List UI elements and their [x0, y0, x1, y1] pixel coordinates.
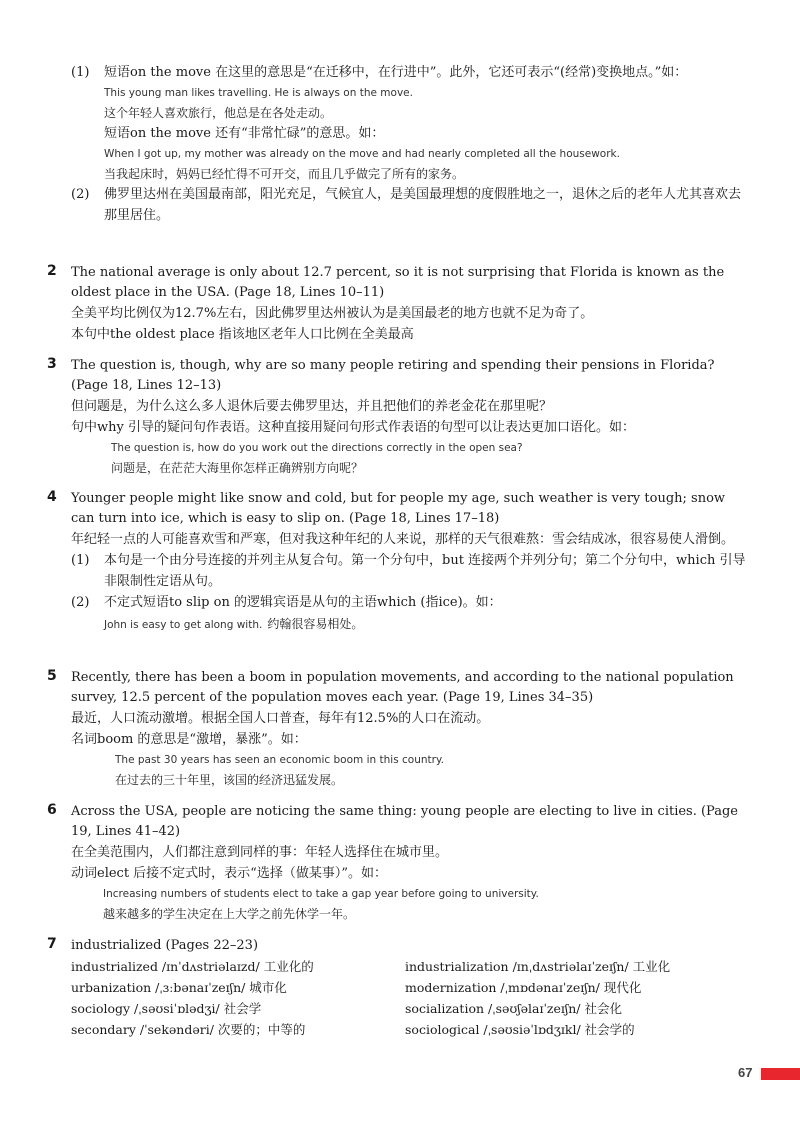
- sub-note-text: 本句是一个由分号连接的并列主从复合句。第一个分句中，but 连接两个并列分句；第二个分句中，which 引导非限制性定语从句。: [104, 553, 746, 589]
- entry-translation: 但问题是，为什么这么多人退休后要去佛罗里达，并且把他们的养老金花在那里呢？: [71, 399, 553, 414]
- entry-number: 4: [47, 489, 57, 505]
- example-english: John is easy to get along with.: [104, 619, 263, 631]
- vocab-item: modernization /ˌmɒdənaɪˈzeɪʃn/ 现代化: [405, 980, 642, 995]
- sub-note-text: 佛罗里达州在美国最南部，阳光充足，气候宜人，是美国最理想的度假胜地之一，退休之后的老年人尤其喜欢去那里居住。: [104, 187, 742, 223]
- note-entry-7: [47, 936, 747, 1040]
- vocab-item: sociology /ˌsəʊsiˈɒlədʒi/ 社会学: [71, 1001, 262, 1016]
- entry-explanation: 动词elect 后接不定式时，表示“选择（做某事）”。如：: [71, 866, 387, 881]
- sub-note-text: 短语on the move 在这里的意思是“在迁移中，在行进中”。此外，它还可表示“(经常)变换地点。”如：: [104, 65, 688, 80]
- entry-number: 7: [47, 936, 57, 952]
- sub-note-2: [71, 592, 747, 635]
- example-english: The past 30 years has seen an economic boom in this country.: [115, 754, 445, 766]
- entry-translation: 全美平均比例仅为12.7%左右，因此佛罗里达州被认为是美国最老的地方也就不足为奇了。: [71, 306, 594, 321]
- sub-note-text: 不定式短语to slip on 的逻辑宾语是从句的主语which (指ice)。如：: [104, 595, 502, 610]
- vocab-item: sociological /ˌsəʊsiəˈlɒdʒɪkl/ 社会学的: [405, 1022, 635, 1037]
- example-english: Increasing numbers of students elect to take a gap year before going to university.: [103, 888, 539, 900]
- vocabulary-list: [71, 956, 747, 1040]
- sub-note-2: [71, 184, 747, 226]
- entry-number: 6: [47, 802, 57, 818]
- vocab-item: industrialized /ɪnˈdʌstriəlaɪzd/ 工业化的: [71, 959, 314, 974]
- sub-note-label: (1): [71, 553, 90, 568]
- example-chinese: 当我起床时，妈妈已经忙得不可开交，而且几乎做完了所有的家务。: [104, 167, 465, 181]
- example-english: When I got up, my mother was already on the move and had nearly completed all the housework.: [104, 148, 620, 160]
- sub-note-1: [71, 550, 747, 592]
- note-continuation: [47, 62, 747, 226]
- entry-explanation: 本句中the oldest place 指该地区老年人口比例在全美最高: [71, 327, 414, 342]
- entry-number: 5: [47, 668, 57, 684]
- sub-note-label: (2): [71, 595, 90, 610]
- note-entry-2: [47, 263, 747, 345]
- entry-translation: 在全美范围内，人们都注意到同样的事：年轻人选择住在城市里。: [71, 845, 449, 860]
- example-chinese: 越来越多的学生决定在上大学之前先休学一年。: [103, 907, 356, 921]
- page-accent-bar: [761, 1068, 800, 1080]
- vocab-item: socialization /ˌsəʊʃəlaɪˈzeɪʃn/ 社会化: [405, 1001, 622, 1016]
- vocab-item: industrialization /ɪnˌdʌstriəlaɪˈzeɪʃn/ 工业化: [405, 959, 671, 974]
- vocab-item: urbanization /ˌɜːbənaɪˈzeɪʃn/ 城市化: [71, 980, 287, 995]
- entry-number: 2: [47, 263, 57, 279]
- entry-sentence: Recently, there has been a boom in population movements, and according to the national population survey, 12.5 percent of the population moves each year. (Page 19, Lines 34–35): [71, 670, 734, 705]
- sub-note-1: [71, 62, 747, 184]
- entry-sentence: Across the USA, people are noticing the same thing: young people are electing to live in cities. (Page 19, Lines 41–42): [71, 804, 738, 839]
- example-chinese: 这个年轻人喜欢旅行，他总是在各处走动。: [104, 106, 333, 120]
- example-english: The question is, how do you work out the directions correctly in the open sea?: [111, 442, 523, 454]
- entry-translation: 最近，人口流动激增。根据全国人口普查，每年有12.5%的人口在流动。: [71, 711, 490, 726]
- example-chinese: 问题是，在茫茫大海里你怎样正确辨别方向呢？: [111, 461, 364, 475]
- vocab-item: secondary /ˈsekəndəri/ 次要的；中等的: [71, 1022, 306, 1037]
- example-chinese: 约翰很容易相处。: [267, 617, 364, 631]
- entry-sentence: Younger people might like snow and cold, but for people my age, such weather is very tough; snow can turn into ice, which is easy to slip on. (Page 18, Lines 17–18): [71, 491, 726, 526]
- note-entry-4: [47, 489, 747, 635]
- entry-explanation: 名词boom 的意思是“激增，暴涨”。如：: [71, 732, 307, 747]
- entry-sentence: The question is, though, why are so many people retiring and spending their pensions in Florida? (Page 18, Lines 12–13): [71, 358, 715, 393]
- sub-note-text: 短语on the move 还有“非常忙碌”的意思。如：: [104, 126, 385, 141]
- entry-translation: 年纪轻一点的人可能喜欢雪和严寒，但对我这种年纪的人来说，那样的天气很难熬：雪会结成冰，很容易使人滑倒。: [71, 532, 735, 547]
- entry-number: 3: [47, 356, 57, 372]
- entry-sentence: industrialized (Pages 22–23): [71, 938, 259, 953]
- entry-explanation: 句中why 引导的疑问句作表语。这种直接用疑问句形式作表语的句型可以让表达更加口语化。如：: [71, 420, 635, 435]
- note-entry-5: [47, 668, 747, 790]
- sub-note-label: (1): [71, 65, 90, 80]
- entry-sentence: The national average is only about 12.7 percent, so it is not surprising that Florida is known as the oldest place in the USA. (Page 18, Lines 10–11): [71, 265, 725, 300]
- example-chinese: 在过去的三十年里，该国的经济迅猛发展。: [115, 773, 344, 787]
- note-entry-3: [47, 356, 747, 478]
- sub-note-label: (2): [71, 187, 90, 202]
- example-english: This young man likes travelling. He is always on the move.: [104, 87, 413, 99]
- note-entry-6: [47, 802, 747, 924]
- page-number: 67: [738, 1065, 753, 1080]
